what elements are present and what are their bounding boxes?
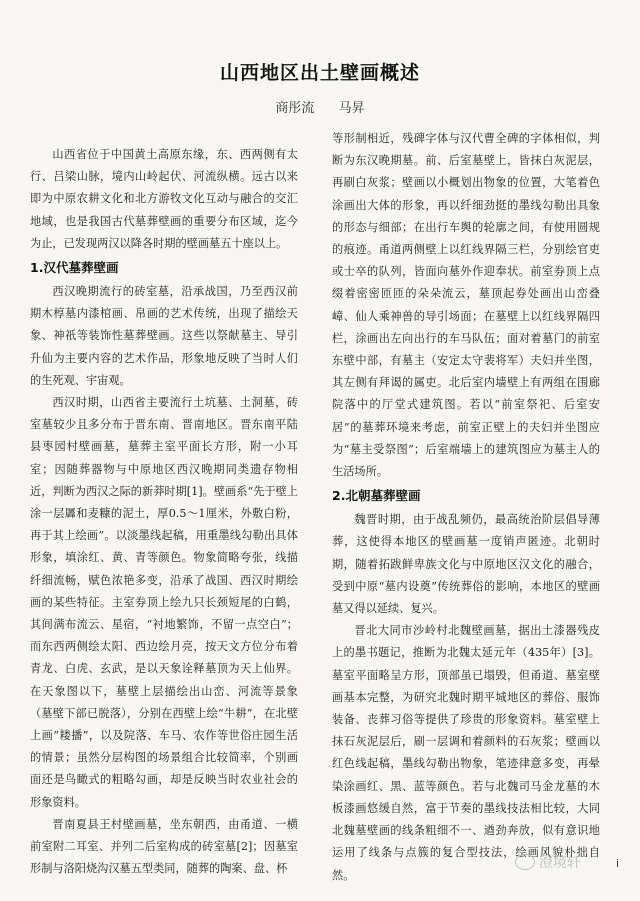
left-column [30, 144, 298, 881]
paragraph: 山西省位于中国黄土高原东缘，东、西两侧有太行、吕梁山脉，境内山岭起伏、河流纵横。远古以来即为中原农耕文化和北方游牧文化互动与融合的交汇地域，也是我国古代墓葬壁画的重要分布区域，迄今为止，已发现两汉以降各时期的壁画墓五十座以上。 [30, 148, 298, 250]
right-column [332, 128, 600, 887]
watermark-text: 澄境轩 [539, 855, 581, 871]
paragraph: 晋南夏县王村壁画墓，坐东朝西，由甬道、一横前室附二耳室、并列二后室构成的砖室墓[2]；因墓室形制与洛阳烧沟汉墓五型类同，随葬的陶案、盘、杯 [30, 817, 298, 876]
paragraph: 西汉时期，山西省主要流行土坑墓、土洞墓，砖室墓较少且多分布于晋东南、晋南地区。晋东南平陆县枣园村壁画墓，墓葬主室平面长方形，附一小耳室；因随葬器物与中原地区西汉晚期同类遗存物相近，判断为西汉之际的新莽时期[1]。壁画系“先于壁上涂一层羼和麦糠的泥土，厚0.5～1厘米，外敷白粉，再于其上绘画”。以淡墨线起稿，用重墨线勾勒出具体形象，填涂红、黄、青等颜色。物象简略夸张，线描纤细流畅，赋色浓艳多变，沿承了战国、西汉时期绘画的某些特征。主室券顶上绘九只长颈短尾的白鹤，其间满布流云、星宿，“衬地繁饰，不留一点空白”；而东西两侧绘太阳、西边绘月亮，按天文方位分布着青龙、白虎、玄武，是以天象诠释墓顶为天上仙界。在天象图以下，墓壁上层描绘出山峦、河流等景象（墓壁下部已脱落），分别在西壁上绘“牛耕”，在北壁上画“耧播”，以及院落、车马、农作等世俗庄园生活的情景；虽然分层构图的场景组合比较简率，个别画面还是鸟瞰式的粗略勾画，却是反映当时农业社会的形象资料。 [30, 396, 298, 809]
author-2: 马昇 [338, 101, 365, 116]
watermark [515, 852, 581, 872]
section-heading: 2.北朝墓葬壁画 [332, 488, 421, 504]
authors [0, 97, 640, 116]
page-number: i [616, 857, 620, 870]
paragraph: 魏晋时期，由于战乱频仍，最高统治阶层倡导薄葬，这使得本地区的壁画墓一度销声匿迹。北朝时期，随着拓跋鲜卑族文化与中原地区汉文化的融合，受到中原“墓内设奠”传统葬俗的影响，本地区的壁画墓又得以延续、复兴。 [332, 513, 600, 616]
article-title: 山西地区出土壁画概述 [219, 62, 420, 84]
paragraph: 西汉晚期流行的砖室墓，沿承战国，乃至西汉前期木椁墓内漆棺画、帛画的艺术传统，出现了描绘天象、神祇等装饰性墓葬壁画。这些以祭献墓主、导引升仙为主要内容的艺术作品，形象地反映了当时人们的生死观、宇宙观。 [30, 285, 298, 387]
section-heading: 1.汉代墓葬壁画 [30, 260, 119, 276]
paragraph: 等形制相近，残碑字体与汉代曹全碑的字体相似，判断为东汉晚期墓。前、后室墓壁上，皆抹白灰泥层，再刷白灰浆；壁画以小概划出物象的位置，大笔着色涂画出大体的形象，再以纤细劲挺的墨线勾勒出具象的形态与细部；在出行车舆的轮廓之间，有使用圆规的痕迹。甬道两侧壁上以红线界隔三栏，分别绘官吏或士卒的队列，皆面向墓外作迎奉状。前室券顶上点缀着密密匝匝的朵朵流云，墓顶起券处画出山峦叠嶂、仙人乘神兽的导引场面；在墓壁上以红线界隔四栏，涂画出左向出行的车马队伍；面对着墓门的前室东壁中部，有墓主（安定太守裴将军）夫妇并坐图，其左侧有拜谒的属吏。北后室内墙壁上有两组在围廊院落中的厅堂式建筑图。若以“前室祭祀、后室安居”的墓葬环境来考虑，前室正壁上的夫妇并坐图应为“墓主受祭图”；后室端墙上的建筑图应为墓主人的生活场所。 [332, 132, 600, 479]
author-1: 商彤流 [275, 101, 315, 116]
paragraph: 晋北大同市沙岭村北魏壁画墓，据出土漆器残皮上的墨书题记，推断为北魏太延元年（435年）[3]。墓室平面略呈方形，顶部虽已塌毁，但甬道、墓室壁画基本完整，为研究北魏时期平城地区的葬俗、服饰装备、丧葬习俗等提供了珍贵的形象资料。墓室壁上抹石灰泥层后，刷一层调和着颜料的石灰浆；壁画以红色线起稿，墨线勾勒出物象，笔迹律意多变，再晕染涂画红、黑、蓝等颜色。若与北魏司马金龙墓的木板漆画悠缓自然，富于节奏的墨线技法相比较，大同北魏墓壁画的线条粗细不一、遒劲奔放，似有意识地运用了线条与点簇的复合型技法，绘画风貌朴拙自然。 [332, 624, 600, 882]
wechat-logo-icon [515, 854, 535, 870]
